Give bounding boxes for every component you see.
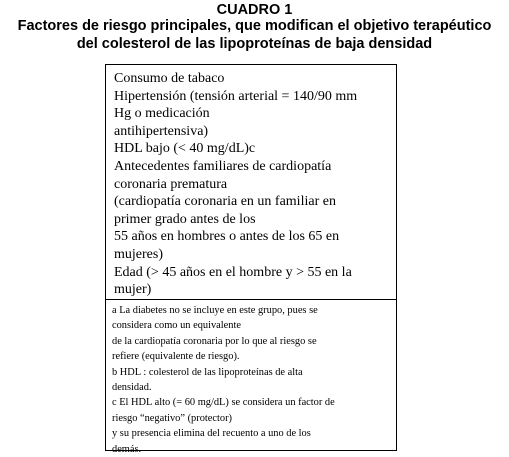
footnote-line: y su presencia elimina del recuento a uno de los bbox=[112, 428, 311, 440]
footnote-line: considera como un equivalente bbox=[112, 320, 241, 332]
risk-factor-line: 55 años en hombres o antes de los 65 en bbox=[114, 229, 340, 245]
footnote-line: refiere (equivalente de riesgo). bbox=[112, 351, 240, 363]
table-title-line-1: Factores de riesgo principales, que modifican el objetivo terapéutico bbox=[17, 18, 492, 34]
table-title-line-2: del colesterol de las lipoproteínas de baja densidad bbox=[76, 36, 433, 52]
footnote-line: demás. bbox=[112, 443, 142, 455]
risk-factors-table bbox=[105, 64, 397, 455]
risk-factor-line: mujeres) bbox=[114, 246, 163, 262]
risk-factor-line: Consumo de tabaco bbox=[114, 71, 225, 86]
risk-factor-line: Hg o medicación bbox=[114, 106, 210, 122]
footnote-line: b HDL : colesterol de las lipoproteínas de alta bbox=[112, 366, 303, 378]
footnote-line: a La diabetes no se incluye en este grupo, pues se bbox=[112, 305, 318, 316]
footnote-line: c El HDL alto (= 60 mg/dL) se considera un factor de bbox=[112, 397, 335, 409]
risk-factor-line: primer grado antes de los bbox=[114, 211, 256, 227]
footnote-line: densidad. bbox=[112, 382, 152, 394]
table-label: CUADRO 1 bbox=[216, 2, 293, 18]
risk-factor-line: HDL bajo (< 40 mg/dL)c bbox=[114, 141, 256, 157]
risk-factor-line: Antecedentes familiares de cardiopatía bbox=[114, 158, 332, 174]
risk-factor-line: mujer) bbox=[114, 282, 152, 298]
footnote-line: riesgo “negativo” (protector) bbox=[112, 412, 233, 424]
risk-factor-line: Edad (> 45 años en el hombre y > 55 en la bbox=[114, 264, 352, 280]
risk-factor-line: (cardiopatía coronaria en un familiar en bbox=[114, 194, 336, 210]
risk-factor-line: Hipertensión (tensión arterial = 140/90 mm bbox=[114, 88, 358, 104]
risk-factor-line: antihipertensiva) bbox=[114, 123, 209, 139]
risk-factors-cell bbox=[106, 65, 396, 300]
footnote-line: de la cardiopatía coronaria por lo que al riesgo se bbox=[112, 335, 317, 347]
footnotes-cell bbox=[106, 303, 396, 457]
risk-factor-line: coronaria prematura bbox=[114, 176, 228, 192]
